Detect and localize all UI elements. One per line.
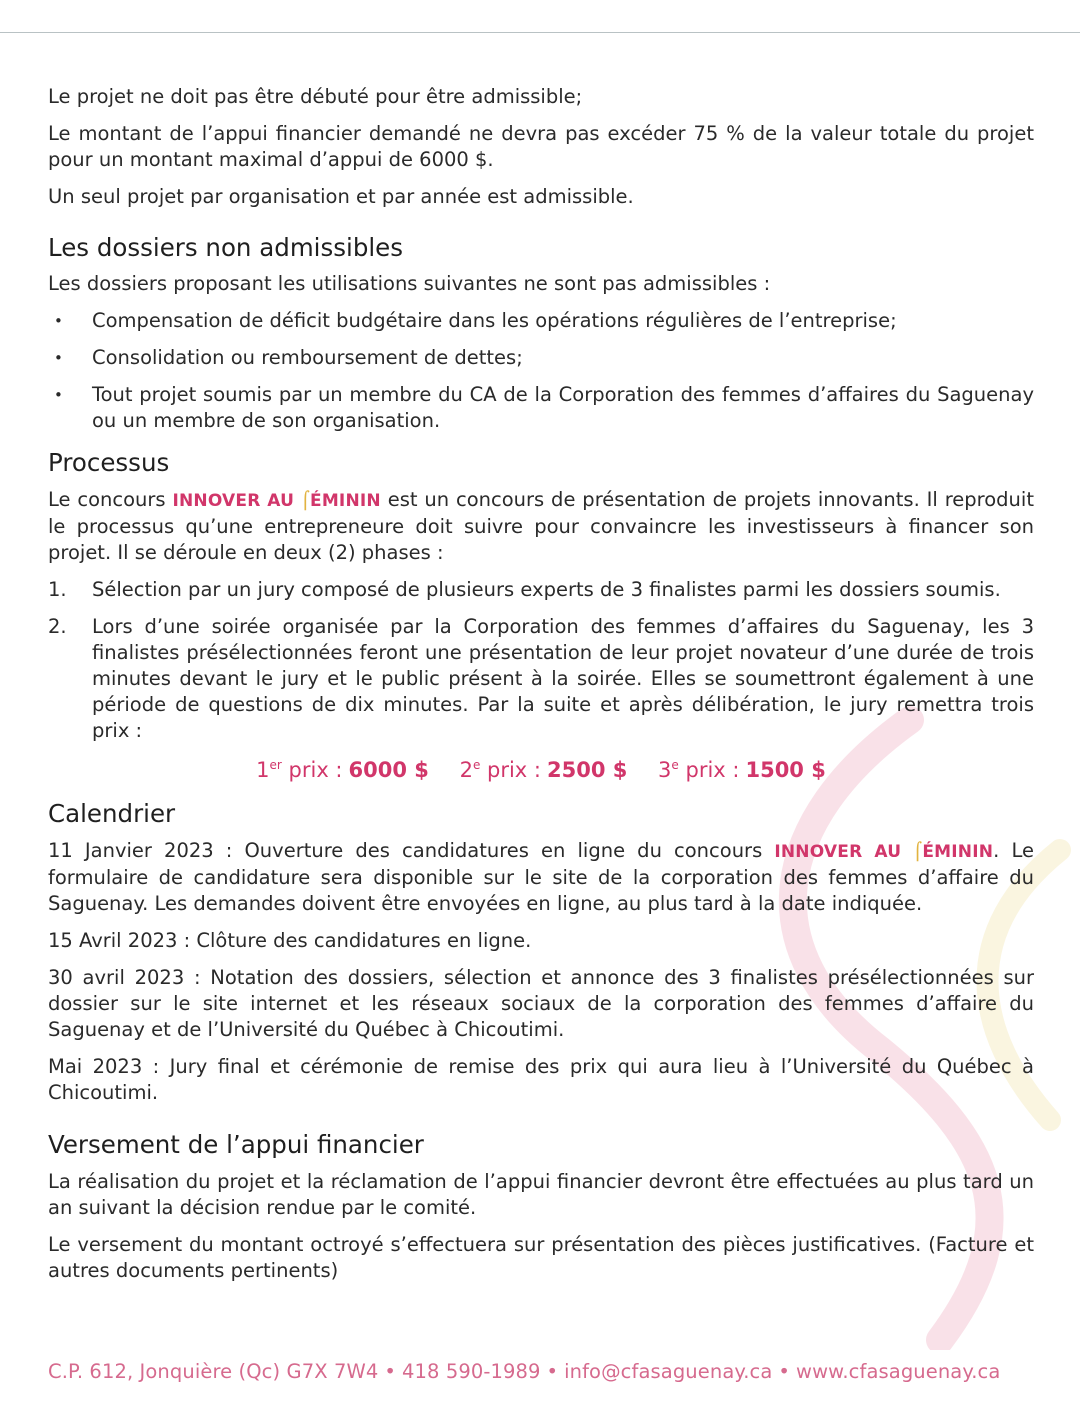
calendar-entry: 15 Avril 2023 : Clôture des candidatures en ligne. [48,929,532,952]
section-title-processus: Processus [48,448,170,477]
separator-dot-icon: • [384,1360,396,1383]
footer-phone: 418 590-1989 [402,1360,541,1383]
footer-contact [48,1358,1034,1386]
intro-paragraph: Un seul projet par organisation et par année est admissible. [48,185,634,208]
intro-paragraph: Le projet ne doit pas être débuté pour être admissible; [48,85,583,108]
step-item: 2. Lors d’une soirée organisée par la Corporation des femmes d’affaires du Saguenay, les 3 finalistes présélectionnées feront une présentation de leur projet novateur d’une durée de trois minutes devant le jury et le public présent à la soirée. Elles se soumettront également à une période de questions de dix minutes. Par la suite et après délibération, le jury remettra trois prix : [48,615,1034,742]
list-item: • Consolidation ou remboursement de dettes; [54,346,523,369]
non-admissibles-list [48,308,1034,434]
intro-paragraph: Le montant de l’appui financier demandé ne devra pas excéder 75 % de la valeur totale du projet pour un montant maximal d’appui de 6000 $. [48,122,1034,171]
bullet-icon: • [54,386,63,404]
prize-second: 2e prix : 2500 $ [459,758,628,782]
section-title-non-admissibles: Les dossiers non admissibles [48,233,404,262]
list-item: • Tout projet soumis par un membre du CA de la Corporation des femmes d’affaires du Saguenay ou un membre de son organisation. [54,383,1034,432]
section-title-calendrier: Calendrier [48,799,176,828]
non-admissibles-intro: Les dossiers proposant les utilisations suivantes ne sont pas admissibles : [48,272,771,295]
footer-website-link[interactable]: www.cfasaguenay.ca [796,1360,1001,1383]
processus-paragraph: Le concours INNOVER AU ⌠ÉMININ est un concours de présentation de projets innovants. Il reproduit le processus qu’une entrepreneure doit suivre pour convaincre les investisseurs à financer son projet. Il se déroule en deux (2) phases : [48,488,1034,564]
prize-first: 1er prix : 6000 $ [256,758,429,782]
top-divider [0,32,1080,33]
f-glyph-icon: ⌠ [300,491,310,511]
versement-paragraph: La réalisation du projet et la réclamation de l’appui financier devront être effectuées au plus tard un an suivant la décision rendue par le comité. [48,1170,1034,1219]
prize-third: 3e prix : 1500 $ [658,758,826,782]
calendar-entry: 30 avril 2023 : Notation des dossiers, sélection et annonce des 3 finalistes présélectionnées sur dossier sur le site internet et les réseaux sociaux de la corporation des femmes d’affaire du Saguenay et de l’Université du Québec à Chicoutimi. [48,966,1034,1041]
brand-name: INNOVER AU ⌠ÉMININ [172,491,381,511]
footer-address: C.P. 612, Jonquière (Qc) G7X 7W4 [48,1360,379,1383]
section-title-versement: Versement de l’appui financier [48,1130,424,1159]
footer-email-link[interactable]: info@cfasaguenay.ca [564,1360,773,1383]
versement-paragraph: Le versement du montant octroyé s’effectuera sur présentation des pièces justificatives. (Facture et autres documents pertinents) [48,1233,1034,1282]
processus-steps [48,577,1034,744]
document-body [48,84,1034,1295]
f-glyph-icon: ⌠ [913,842,923,862]
separator-dot-icon: • [778,1360,791,1383]
calendar-entry: Mai 2023 : Jury final et cérémonie de remise des prix qui aura lieu à l’Université du Québec à Chicoutimi. [48,1055,1034,1104]
prizes-row [48,750,1034,785]
separator-dot-icon: • [546,1360,559,1383]
step-item: 1. Sélection par un jury composé de plusieurs experts de 3 finalistes parmi les dossiers soumis. [48,578,1001,601]
list-item: • Compensation de déficit budgétaire dans les opérations régulières de l’entreprise; [54,309,897,332]
bullet-icon: • [54,312,63,330]
calendar-entry: 11 Janvier 2023 : Ouverture des candidatures en ligne du concours INNOVER AU ⌠ÉMININ. Le formulaire de candidature sera disponible sur le site de la corporation des femmes d’affaire du Saguenay. Les demandes doivent être envoyées en ligne, au plus tard à la date indiquée. [48,839,1034,915]
brand-name: INNOVER AU ⌠ÉMININ [774,842,994,862]
bullet-icon: • [54,349,63,367]
